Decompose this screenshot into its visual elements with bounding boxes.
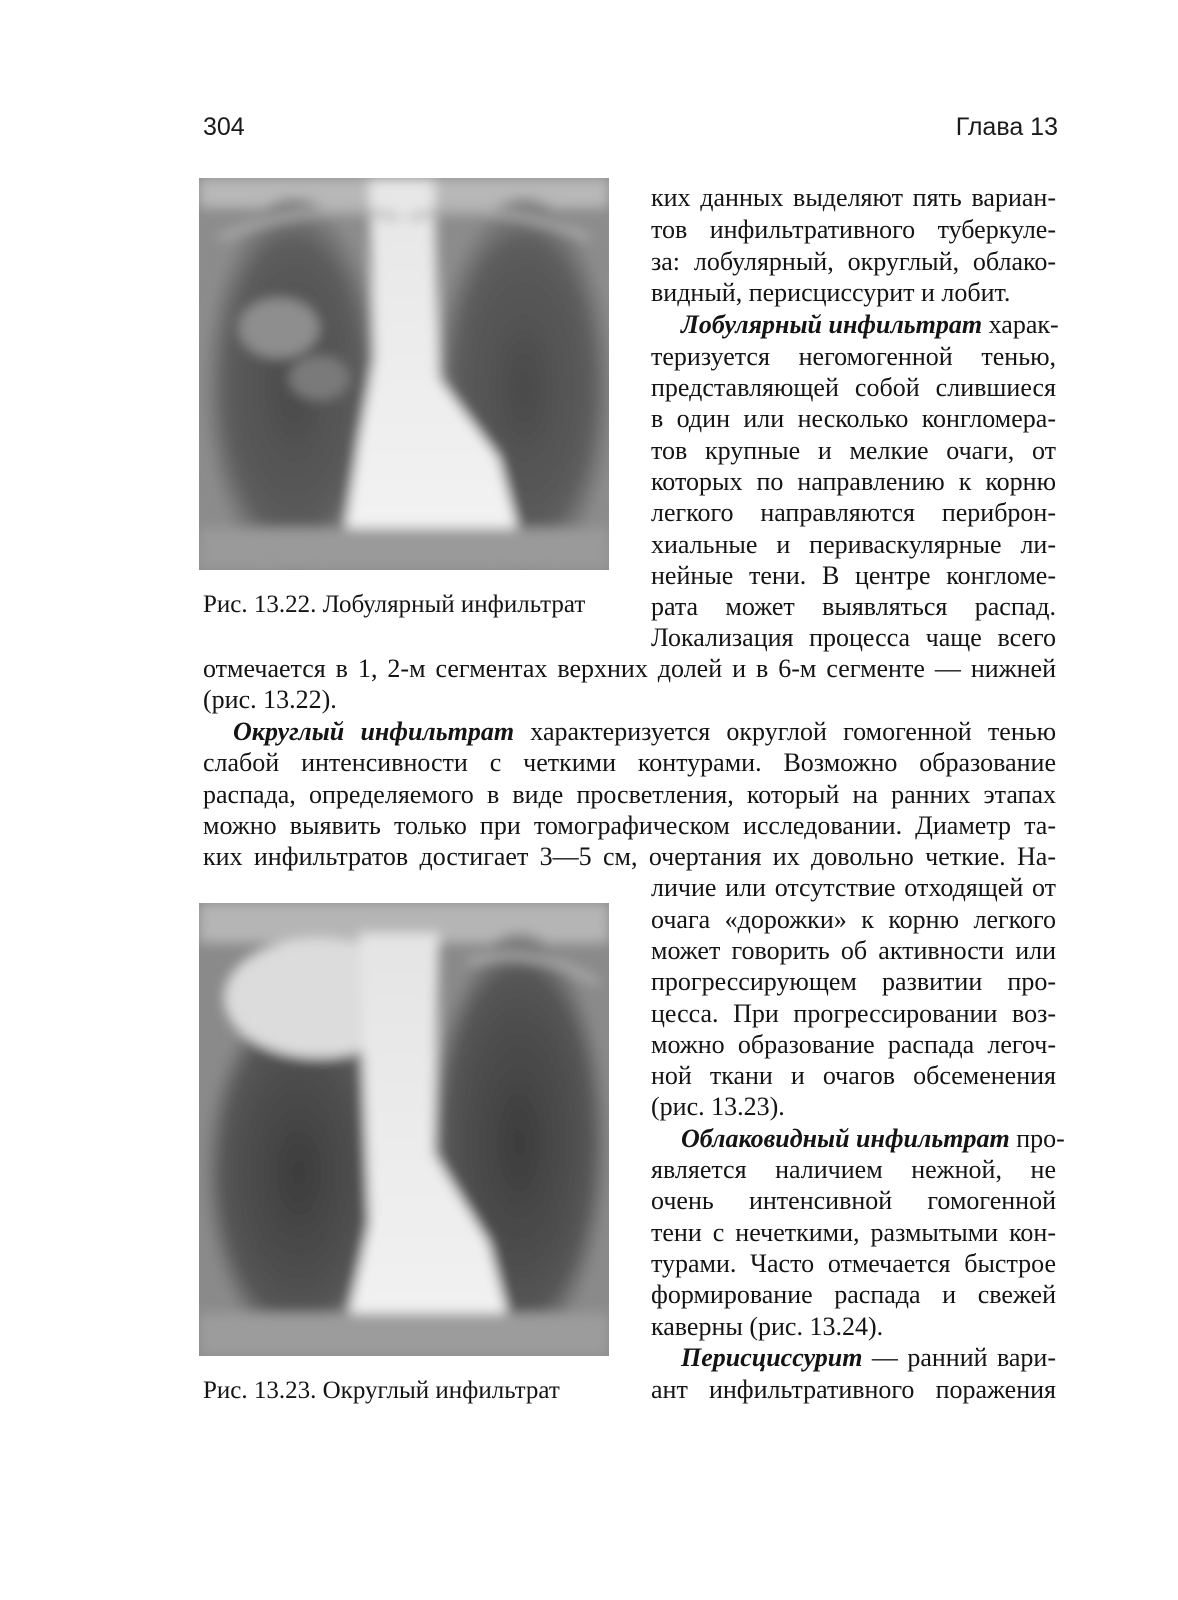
text-line: слабой интенсивности с четкими контурами. Возможно образование — [203, 748, 1056, 777]
text-line: представляющей собой слившиеся — [651, 373, 1056, 402]
text-line: можно образование распада легоч- — [651, 1030, 1056, 1059]
text-line: (рис. 13.22). — [203, 685, 337, 714]
term-lobular-infiltrate: Лобулярный инфильтрат — [681, 310, 983, 339]
text-line: хиальные и периваскулярные ли- — [651, 530, 1056, 559]
term-round-infiltrate: Округлый инфильтрат — [233, 717, 515, 746]
text-line: тов инфильтративного туберкуле- — [651, 215, 1056, 244]
text-line: нейные тени. В центре конгломе- — [651, 561, 1056, 590]
text-line: очага «дорожки» к корню легкого — [651, 905, 1056, 934]
text-line: тов крупные и мелкие очаги, от — [651, 436, 1056, 465]
term-perisissuritis: Перисциссурит — [681, 1343, 863, 1372]
text-line: рата может выявляться распад. — [651, 592, 1056, 621]
text-line: ант инфильтративного поражения — [651, 1375, 1056, 1404]
term-cloud-like-infiltrate: Облаковидный инфильтрат — [681, 1124, 1010, 1153]
text-fragment: про- — [1009, 1124, 1065, 1153]
text-line: ких инфильтратов достигает 3—5 см, очертания их довольно четкие. На- — [203, 842, 1056, 871]
text-line: за: лобулярный, округлый, облако- — [651, 247, 1056, 276]
text-line: распада, определяемого в виде просветления, который на ранних этапах — [203, 780, 1056, 809]
text-line: может говорить об активности или — [651, 936, 1056, 965]
text-line — [651, 309, 1059, 341]
text-line: является наличием нежной, не — [651, 1155, 1056, 1184]
text-line: формирование распада и свежей — [651, 1280, 1056, 1309]
text-line: в один или несколько конгломера- — [651, 404, 1056, 433]
text-line: тени с нечеткими, размытыми кон- — [651, 1218, 1056, 1247]
text-line: ких данных выделяют пять вариан- — [651, 183, 1056, 212]
text-fragment: — ранний вари- — [862, 1343, 1056, 1372]
chapter-title: Глава 13 — [955, 113, 1058, 141]
text-line: (рис. 13.23). — [651, 1092, 785, 1121]
text-line: очень интенсивной гомогенной — [651, 1186, 1056, 1215]
text-fragment: харак- — [982, 310, 1059, 339]
text-line: турами. Часто отмечается быстрое — [651, 1249, 1056, 1278]
text-line: видный, перисциссурит и лобит. — [651, 278, 1011, 307]
xray-image-round-infiltrate — [199, 903, 609, 1356]
page-number: 304 — [203, 113, 245, 141]
text-fragment: характеризуется округлой гомогенной тенью — [514, 717, 1057, 746]
text-line: Локализация процесса чаще всего — [651, 623, 1056, 652]
text-line — [651, 1123, 1065, 1155]
text-line: личие или отсутствие отходящей от — [651, 873, 1056, 902]
text-line: прогрессирующем развитии про- — [651, 967, 1056, 996]
text-line: каверны (рис. 13.24). — [651, 1312, 884, 1341]
text-line: которых по направлению к корню — [651, 467, 1056, 496]
text-line: легкого направляются периброн- — [651, 498, 1056, 527]
text-line: теризуется негомогенной тенью, — [651, 342, 1056, 371]
text-line: цесса. При прогрессировании воз- — [651, 999, 1056, 1028]
text-line: можно выявить только при томографическом исследовании. Диаметр та- — [203, 811, 1056, 840]
figure-caption: Рис. 13.22. Лобулярный инфильтрат — [203, 591, 586, 618]
xray-image-lobular-infiltrate — [199, 178, 609, 570]
figure-caption: Рис. 13.23. Округлый инфильтрат — [203, 1377, 560, 1404]
text-line — [651, 1342, 1056, 1374]
text-line: отмечается в 1, 2-м сегментах верхних долей и в 6-м сегменте — нижней — [203, 654, 1056, 683]
text-line — [203, 716, 1056, 748]
text-line: ной ткани и очагов обсеменения — [651, 1061, 1056, 1090]
